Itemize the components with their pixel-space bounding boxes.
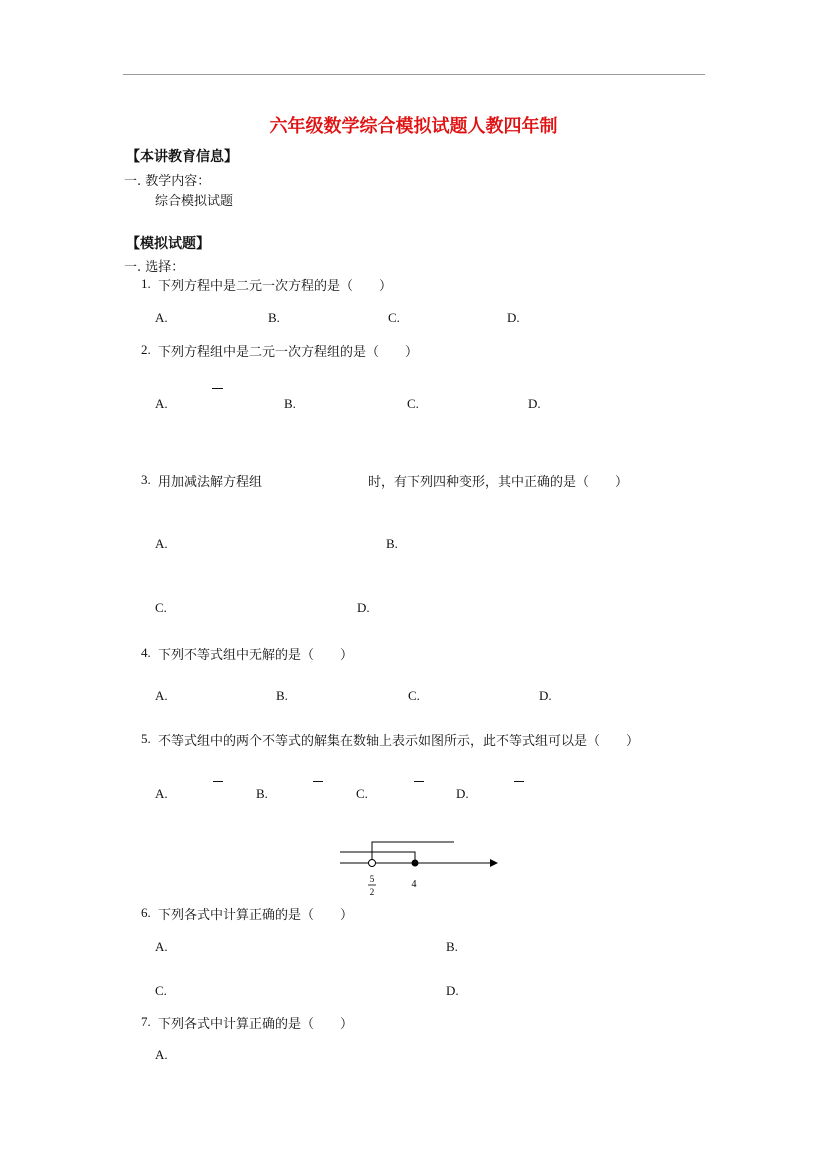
closed-point (412, 860, 419, 867)
question-text-part1: 用加减法解方程组 (158, 475, 263, 490)
option-a: A. (155, 310, 168, 325)
option-a: A. (155, 786, 168, 801)
option-a: A. (155, 536, 168, 551)
option-a: A. (155, 396, 168, 411)
part-label-choice: 一. 选择： (124, 260, 185, 275)
option-c: C. (356, 786, 368, 801)
option-d: D. (507, 310, 520, 325)
question-number: 4. (141, 645, 151, 660)
header-rule (123, 74, 705, 75)
overbar-mark (414, 781, 424, 782)
section-heading-info: 【本讲教育信息】 (126, 149, 238, 165)
question-text: 下列方程组中是二元一次方程组的是（ ） (158, 345, 419, 360)
open-point (369, 860, 376, 867)
question-text: 下列不等式组中无解的是（ ） (158, 648, 354, 663)
option-d: D. (456, 786, 469, 801)
option-b: B. (446, 939, 458, 954)
option-c: C. (408, 688, 420, 703)
option-b: B. (284, 396, 296, 411)
option-b: B. (386, 536, 398, 551)
question-number: 3. (141, 472, 151, 487)
page-title: 六年级数学综合模拟试题人教四年制 (269, 116, 558, 137)
option-d: D. (446, 983, 459, 998)
overbar-mark (514, 781, 524, 782)
option-d: D. (539, 688, 552, 703)
fraction-denominator: 2 (369, 887, 375, 897)
option-c: C. (155, 600, 167, 615)
axis-arrow (490, 859, 498, 867)
teaching-content-label: 一. 教学内容： (124, 174, 211, 189)
point-label-4: 4 (411, 879, 417, 890)
question-text: 下列各式中计算正确的是（ ） (158, 908, 354, 923)
option-c: C. (407, 396, 419, 411)
option-b: B. (276, 688, 288, 703)
fraction-numerator: 5 (369, 874, 375, 884)
solution-range-lower (340, 852, 415, 863)
question-text-part2: 时，有下列四种变形，其中正确的是（ ） (368, 475, 629, 490)
option-b: B. (256, 786, 268, 801)
option-d: D. (357, 600, 370, 615)
question-number: 7. (141, 1014, 151, 1029)
question-number: 6. (141, 905, 151, 920)
question-number: 1. (141, 276, 151, 291)
option-a: A. (155, 688, 168, 703)
option-b: B. (268, 310, 280, 325)
option-a: A. (155, 1047, 168, 1062)
option-c: C. (388, 310, 400, 325)
question-number: 2. (141, 342, 151, 357)
option-c: C. (155, 983, 167, 998)
overbar-mark (313, 781, 323, 782)
question-number: 5. (141, 731, 151, 746)
section-heading-test: 【模拟试题】 (126, 236, 210, 252)
question-text: 下列方程中是二元一次方程的是（ ） (158, 279, 393, 294)
option-d: D. (528, 396, 541, 411)
question-text: 下列各式中计算正确的是（ ） (158, 1017, 354, 1032)
option-a: A. (155, 939, 168, 954)
number-line-figure (330, 835, 500, 905)
question-text: 不等式组中的两个不等式的解集在数轴上表示如图所示，此不等式组可以是（ ） (158, 734, 640, 749)
overbar-mark (213, 781, 223, 782)
overbar-mark (212, 388, 223, 389)
teaching-content-value: 综合模拟试题 (155, 194, 234, 209)
